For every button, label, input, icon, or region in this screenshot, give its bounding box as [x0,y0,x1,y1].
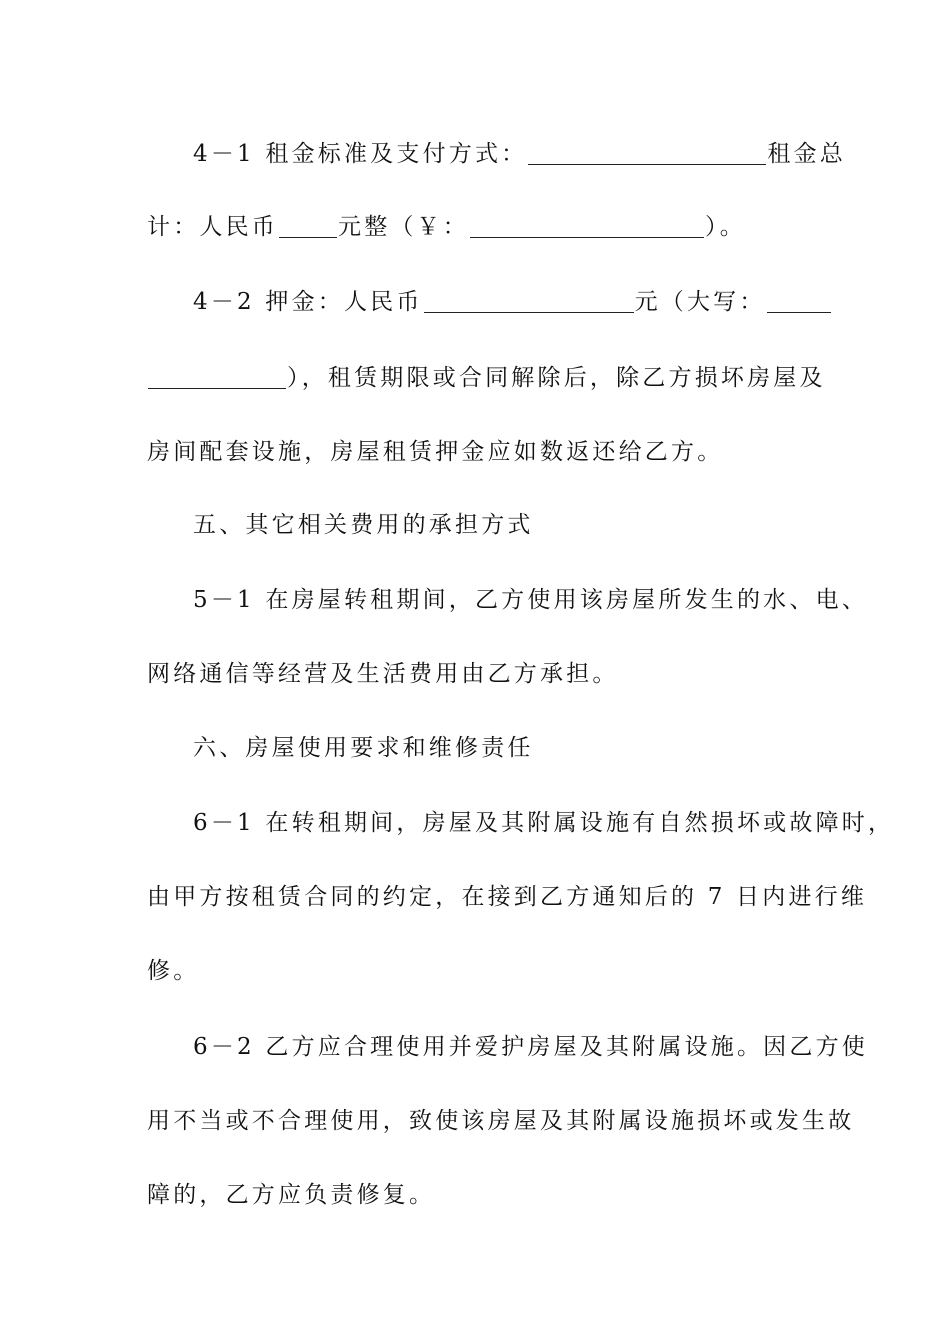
rent-standard-blank[interactable] [528,142,766,165]
clause-6-1-line-1: 6－1 在转租期间，房屋及其附属设施有自然损坏或故障时， [193,810,895,836]
clause-4-1-prefix: 4－1 租金标准及支付方式： [193,141,528,167]
clause-4-1-mid: 租金总 [767,141,846,167]
rent-total-amount-blank[interactable] [470,215,704,238]
clause-6-1-line-2: 由甲方按租赁合同的约定，在接到乙方通知后的 7 日内进行维 [147,884,868,910]
clause-4-2-prefix: 4－2 押金：人民币 [193,289,423,315]
clause-4-2-line-1 [193,287,832,317]
deposit-words-blank-b[interactable] [148,366,286,389]
rent-total-blank[interactable] [279,215,337,238]
clause-4-2-line-2 [147,363,826,393]
clause-6-2-line-1: 6－2 乙方应合理使用并爱护房屋及其附属设施。因乙方使 [193,1034,868,1060]
clause-4-1-line-1 [193,139,846,169]
deposit-words-blank-a[interactable] [767,290,831,313]
clause-4-1-cont-c: ）。 [705,214,746,240]
section-6-heading: 六、房屋使用要求和维修责任 [193,735,534,761]
clause-4-2-mid: 元（大写： [634,289,766,315]
clause-4-1-cont-a: 计：人民币 [147,214,278,240]
clause-4-1-line-2 [147,212,746,242]
clause-4-2-line-3: 房间配套设施，房屋租赁押金应如数返还给乙方。 [147,439,724,465]
clause-6-1-line-3: 修。 [147,958,200,984]
clause-4-2-cont-a: ），租赁期限或合同解除后，除乙方损坏房屋及 [287,365,826,391]
clause-4-1-cont-b: 元整（￥： [338,214,469,240]
clause-6-2-line-3: 障的，乙方应负责修复。 [147,1182,436,1208]
clause-5-1-line-1: 5－1 在房屋转租期间，乙方使用该房屋所发生的水、电、 [193,587,868,613]
clause-6-2-line-2: 用不当或不合理使用，致使该房屋及其附属设施损坏或发生故 [147,1108,855,1134]
section-5-heading: 五、其它相关费用的承担方式 [193,512,534,538]
clause-5-1-line-2: 网络通信等经营及生活费用由乙方承担。 [147,661,619,687]
deposit-blank[interactable] [424,290,634,313]
